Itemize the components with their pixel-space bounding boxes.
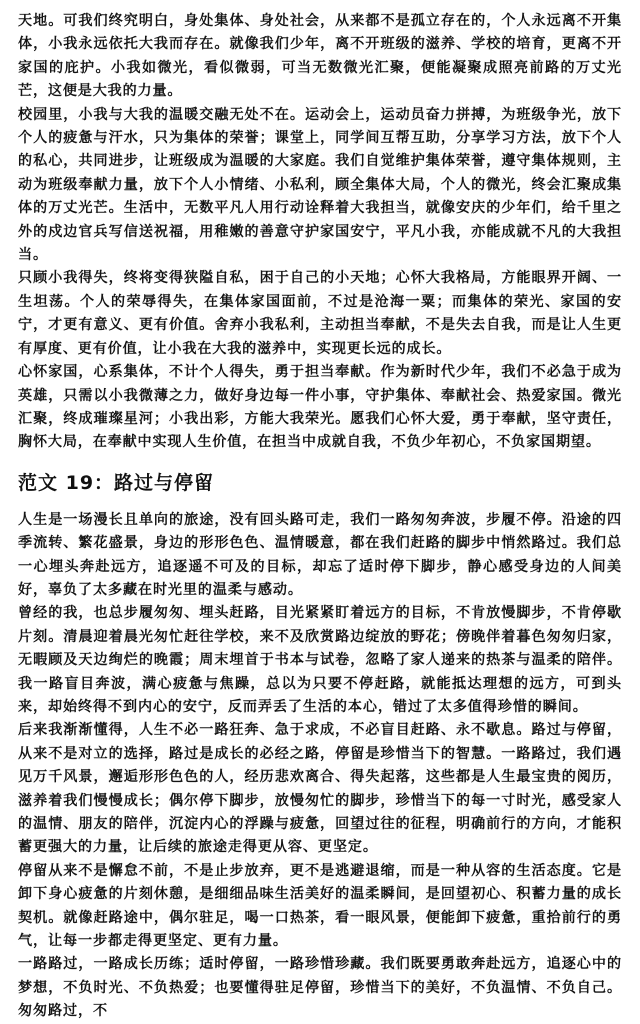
paragraph: 校园里，小我与大我的温暖交融无处不在。运动会上，运动员奋力拼搏，为班级争光，放下个人的疲惫与汗水，只为集体的荣誉；课堂上，同学间互帮互助，分享学习方法，放下个人的私心，共同进步，让班级成为温暖的大家庭。我们自觉维护集体荣誉，遵守集体规则，主动为班级奉献力量，放下个人小情绪、小私利，顾全集体大局，个人的微光，终会汇聚成集体的万丈光芒。生活中，无数平凡人用行动诠释着大我担当，就像安庆的少年们，给千里之外的戍边官兵写信送祝福，用稚嫩的善意守护家国安宁，平凡小我，亦能成就不凡的大我担当。 [18,106,622,264]
paragraph: 后来我渐渐懂得，人生不必一路狂奔、急于求成，不必盲目赶路、永不歇息。路过与停留，从来不是对立的选择，路过是成长的必经之路，停留是珍惜当下的智慧。一路路过，我们遇见万千风景，邂逅形形色色的人，经历悲欢离合、得失起落，这些都是人生最宝贵的阅历，滋养着我们慢慢成长；偶尔停下脚步，放慢匆忙的脚步，珍惜当下的每一寸时光，感受家人的温情、朋友的陪伴，沉淀内心的浮躁与疲惫，回望过往的征程，明确前行的方向，才能积蓄更强大的力量，让后续的旅途走得更从容、更坚定。 [18,722,622,856]
paragraph: 天地。可我们终究明白，身处集体、身处社会，从来都不是孤立存在的，个人永远离不开集体，小我永远依托大我而存在。就像我们少年，离不开班级的滋养、学校的培育，更离不开家国的庇护。小我如微光，看似微弱，可当无数微光汇聚，便能凝聚成照亮前路的万丈光芒，这便是大我的力量。 [18,13,622,100]
essay-section-previous [18,10,622,455]
paragraph: 一路路过，一路成长历练；适时停留，一路珍惜珍藏。我们既要勇敢奔赴远方，追逐心中的梦想，不负时光、不负热爱；也要懂得驻足停留，珍惜当下的美好，不负温情、不负自己。匆匆路过，不 [18,956,622,1020]
paragraph: 停留从来不是懈怠不前，不是止步放弃，更不是逃避退缩，而是一种从容的生活态度。它是卸下身心疲惫的片刻休憩，是细细品味生活美好的温柔瞬间，是回望初心、积蓄力量的成长契机。就像赶路途中，偶尔驻足，喝一口热茶，看一眼风景，便能卸下疲惫，重拾前行的勇气，让每一步都走得更坚定、更有力量。 [18,862,622,950]
essay-section-19 [18,467,622,1024]
essay-title: 范文 19：路过与停留 [18,471,215,494]
paragraph: 心怀家国，心系集体，不计个人得失，勇于担当奉献。作为新时代少年，我们不必急于成为英雄，只需以小我微薄之力，做好身边每一件小事，守护集体、奉献社会、热爱家国。微光汇聚，终成璀璨星河；小我出彩，方能大我荣光。愿我们心怀大爱，勇于奉献，坚守责任，胸怀大局，在奉献中实现人生价值，在担当中成就自我，不负少年初心，不负家国期望。 [18,364,622,451]
paragraph: 只顾小我得失，终将变得狭隘自私，困于自己的小天地；心怀大我格局，方能眼界开阔、一生坦荡。个人的荣辱得失，在集体家国面前，不过是沧海一粟；而集体的荣光、家国的安宁，才更有意义、更有价值。舍弃小我私利，主动担当奉献，不是失去自我，而是让人生更有厚度、更有价值，让小我在大我的滋养中，实现更长远的成长。 [18,270,622,357]
paragraph: 人生是一场漫长且单向的旅途，没有回头路可走，我们一路匆匆奔波，步履不停。沿途的四季流转、繁花盛景，身边的形形色色、温情暖意，都在我们赶路的脚步中悄然路过。我们总一心埋头奔赴远方，追逐遥不可及的目标，却忘了适时停下脚步，静心感受身边的人间美好，辜负了太多藏在时光里的温柔与感动。 [18,511,622,598]
paragraph: 曾经的我，也总步履匆匆、埋头赶路，目光紧紧盯着远方的目标，不肯放慢脚步，不肯停歇片刻。清晨迎着晨光匆忙赶往学校，来不及欣赏路边绽放的野花；傍晚伴着暮色匆匆归家，无暇顾及天边绚烂的晚霞；周末埋首于书本与试卷，忽略了家人递来的热茶与温柔的陪伴。我一路盲目奔波，满心疲惫与焦躁，总以为只要不停赶路，就能抵达理想的远方，可到头来，却始终得不到内心的安宁，反而弄丢了生活的本心，错过了太多值得珍惜的瞬间。 [18,605,622,715]
